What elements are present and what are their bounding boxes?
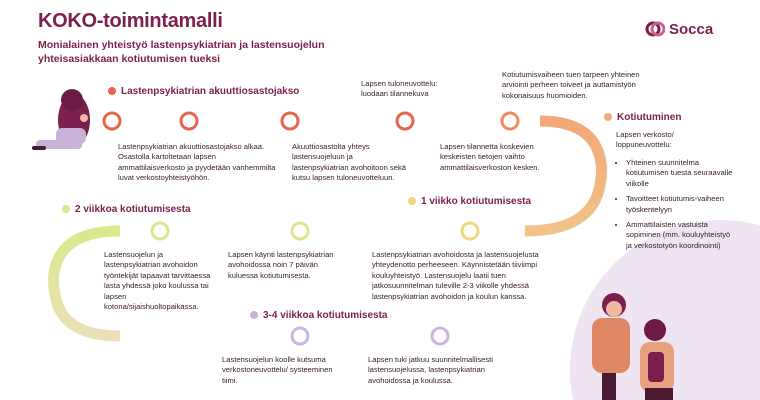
phase-week2-label: 2 viikkoa kotiutumisesta xyxy=(75,204,191,215)
phase-dot xyxy=(62,205,70,213)
phase-acute-label: Lastenpsykiatrian akuuttiosastojakso xyxy=(121,86,300,97)
phase-dot xyxy=(408,197,416,205)
phase-week1-label: 1 viikko kotiutumisesta xyxy=(421,196,532,207)
page-subtitle: Monialainen yhteistyö lastenpsykiatrian ja lastensuojelun yhteisasiakkaan kotiutumisen tueksi xyxy=(38,39,325,65)
home-list-item: • Yhteinen suunnitelma kotiutumisen tuesta seuraavalle viikolle xyxy=(626,158,736,189)
logo-text: Socca xyxy=(669,20,714,38)
note-assessment: Kotiutumisvaiheen tuen tarpeen yhteinen arviointi perheen toiveet ja auttamistyön kokonaisuus huomioiden. xyxy=(502,70,640,100)
home-list xyxy=(616,158,736,256)
phase-home xyxy=(604,112,681,123)
phase-week1 xyxy=(408,196,531,207)
phase-dot xyxy=(250,311,258,319)
note-contact: Akuuttiosastolta yhteys lastensuojeluun ja lastenpsykiatrian avohoitoon sekä kutsu lapsen tuloneuvotteluun. xyxy=(292,142,406,183)
girl-sitting-illustration xyxy=(32,89,90,150)
phase-home-label: Kotiutuminen xyxy=(617,112,682,123)
note-support-continues: Lapsen tuki jatkuu suunnitelmallisesti lastensuojelussa, lastenpsykiatrian avohoidossa ja koulussa. xyxy=(368,355,493,385)
note-meetings: Lastensuojelun ja lastenpsykiatrian avohoidon työntekijät tapaavat tarvittaessa lasta yhdessä joko koulussa tai lapsen kotona/sijaishuoltopaikassa. xyxy=(104,250,211,312)
home-intro: Lapsen verkosto/ loppuneuvottelu: xyxy=(616,130,674,150)
note-intake-meeting: Lapsen tuloneuvottelu: luodaan tilannekuva xyxy=(361,79,438,99)
home-list-item: • Tavoitteet kotiutumis-vaiheen työskentelyyn xyxy=(626,194,736,215)
note-acute-start: Lastenpsykiatrian akuuttiosastojakso alkaa. Osastolla kartoitetaan lapsen ammattilaisverkosto ja pyydetään vanhemmilta luvat verkostoyhteistyöhön. xyxy=(118,142,276,183)
family-illustration xyxy=(592,293,674,400)
home-list-item: • Ammattilaisten vastuista sopiminen (mm. kouluyhteistyö ja verkostotyön koordinointi) xyxy=(626,220,736,251)
phase-week34-label: 3-4 viikkoa kotiutumisesta xyxy=(263,310,388,321)
socca-logo xyxy=(645,20,713,38)
note-visit: Lapsen käynti lastenpsykiatrian avohoidossa noin 7 päivän kuluessa kotiutumisesta. xyxy=(228,250,334,280)
phase-dot xyxy=(604,113,612,121)
logo-icon xyxy=(645,20,665,38)
note-family-contact: Lastenpsykiatrian avohoidosta ja lastensuojelusta yhteydenotto perheeseen. Käynnistetään tiiviimpi kouluyhteistyö. Lastensuojelu laatii tuen jatkosuunnitelman tuleville 2-3 viikolle yhdessä lastenpsykiatrian avohoidon ja koulun kanssa. xyxy=(372,250,539,301)
note-network-meeting: Lastensuojelun koolle kutsuma verkostoneuvottelu/ systeeminen tiimi. xyxy=(222,355,333,385)
phase-dot xyxy=(108,87,116,95)
phase-acute xyxy=(108,86,299,97)
phase-week34 xyxy=(250,310,388,321)
note-info-exchange: Lapsen tilannetta koskevien keskeisten tietojen vaihto ammattilaisverkoston kesken. xyxy=(440,142,540,172)
page-title: KOKO-toimintamalli xyxy=(38,10,223,32)
phase-week2 xyxy=(62,204,191,215)
